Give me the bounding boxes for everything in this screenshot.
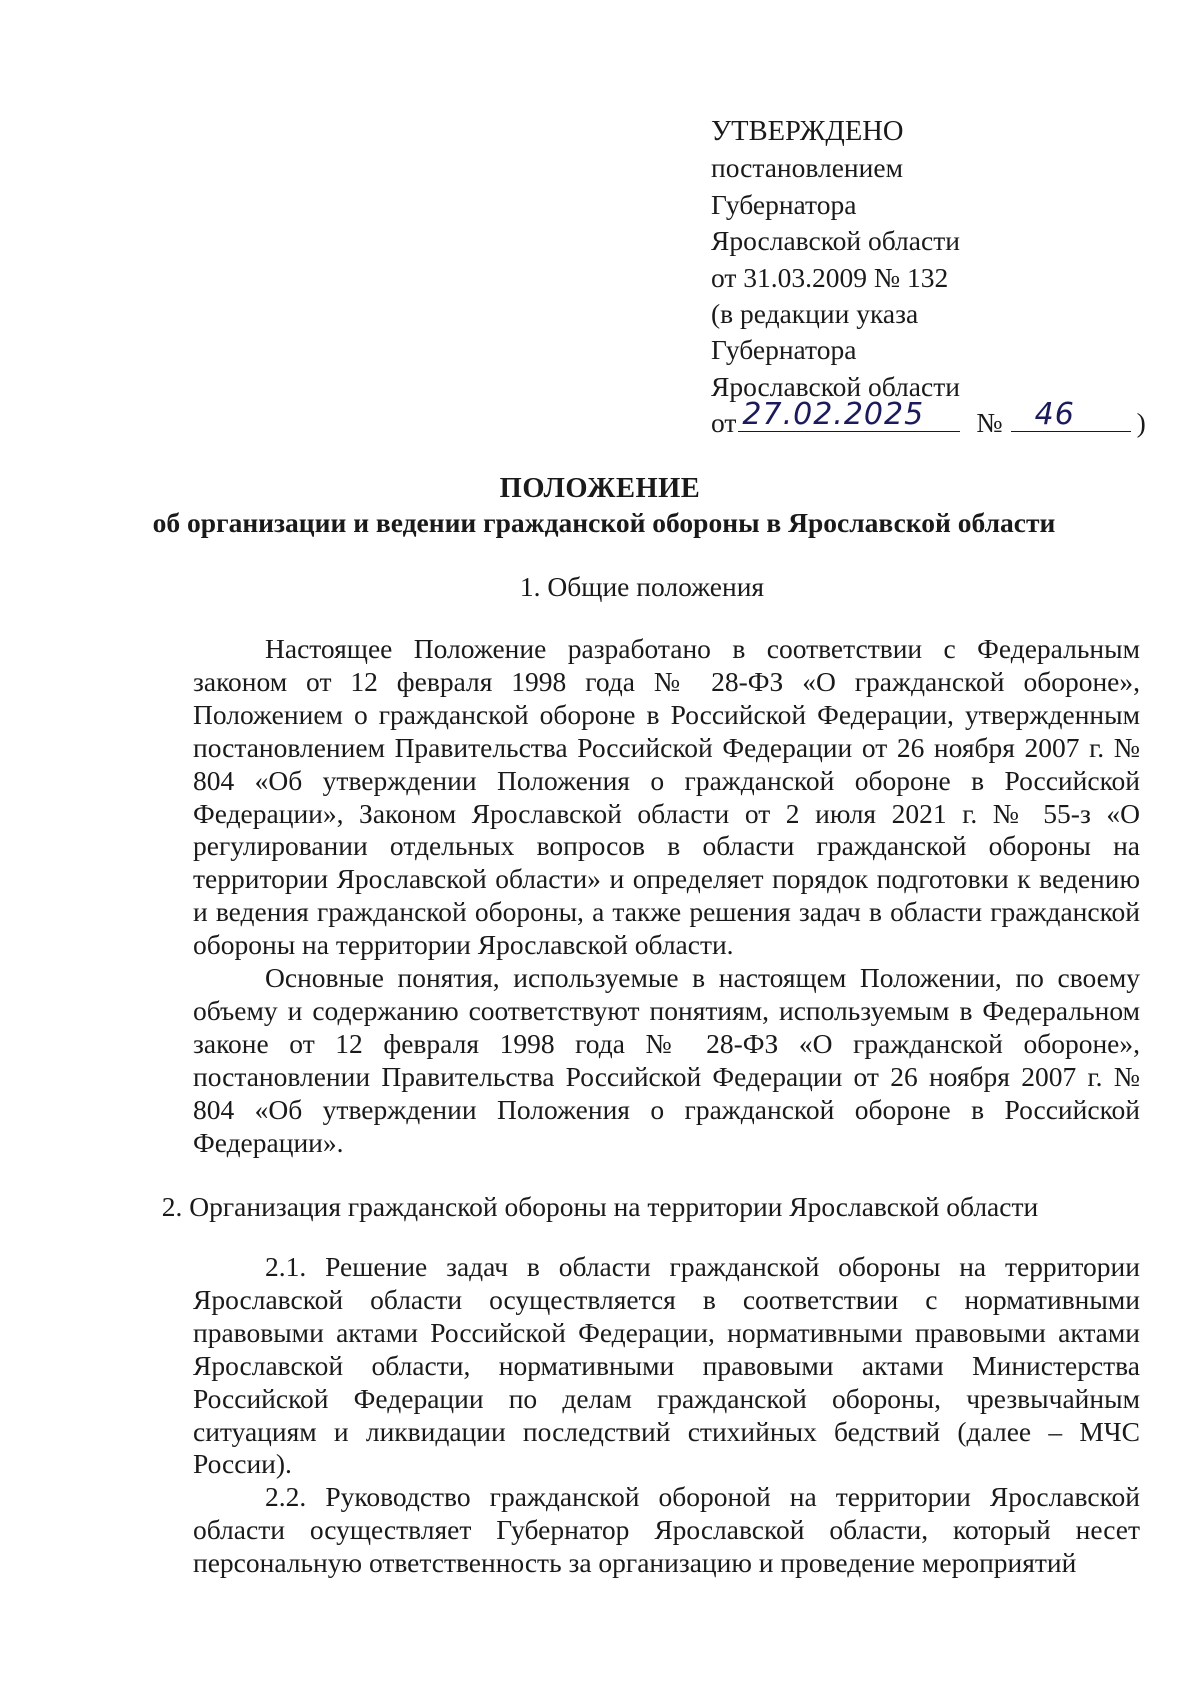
approval-stamp-block [711, 114, 1171, 442]
section-body-organization [193, 1251, 1140, 1580]
approval-line: Ярославской области [711, 370, 960, 402]
approval-line: Губернатора [711, 334, 857, 366]
approval-line: (в редакции указа [711, 298, 919, 330]
document-subtitle: об организации и ведении гражданской обороны в Ярославской области [152, 507, 1056, 538]
approval-line: постановлением [711, 152, 903, 184]
document-title: ПОЛОЖЕНИЕ [499, 473, 701, 504]
section-body-general [193, 633, 1140, 1160]
paragraph: 2.2. Руководство гражданской обороной на территории Ярославской области осуществляет Губернатор Ярославской области, который несет персональную ответственность за организацию и проведение мероприятий [193, 1481, 1140, 1579]
edition-date-number-line [711, 396, 1171, 441]
date-blank [738, 396, 960, 432]
paragraph: Настоящее Положение разработано в соответствии с Федеральным законом от 12 февраля 1998 года № 28-ФЗ «О гражданской обороне», Положением о гражданской обороне в Российской Федерации, утвержденным постановлением Правительства Российской Федерации от 26 ноября 2007 г. № 804 «Об утверждении Положения о гражданской обороне в Российской Федерации», Законом Ярославской области от 2 июля 2021 г. № 55-з «О регулировании отдельных вопросов в области гражданской обороны на территории Ярославской области» и определяет порядок подготовки к ведению и ведения гражданской обороны, а также решения задач в области гражданской обороны на территории Ярославской области. [193, 633, 1140, 961]
approval-line: Ярославской области [711, 225, 960, 257]
handwritten-number: 46 [1034, 396, 1075, 432]
section-heading-organization: 2. Организация гражданской обороны на территории Ярославской области [161, 1191, 1039, 1222]
number-blank [1011, 396, 1131, 432]
section-heading-general: 1. Общие положения [519, 571, 765, 602]
paragraph: 2.1. Решение задач в области гражданской обороны на территории Ярославской области осуществляется в соответствии с нормативными правовыми актами Российской Федерации, нормативными правовыми актами Ярославской области, нормативными правовыми актами Министерства Российской Федерации по делам гражданской обороны, чрезвычайным ситуациям и ликвидации последствий стихийных бедствий (далее – МЧС России). [193, 1251, 1140, 1480]
approval-line: Губернатора [711, 188, 857, 220]
paragraph: Основные понятия, используемые в настоящем Положении, по своему объему и содержанию соответствуют понятиям, используемым в Федеральном законе от 12 февраля 1998 года № 28-ФЗ «О гражданской обороне», постановлении Правительства Российской Федерации от 26 ноября 2007 г. № 804 «Об утверждении Положения о гражданской обороне в Российской Федерации». [193, 962, 1140, 1158]
approval-line-approved: УТВЕРЖДЕНО [711, 116, 904, 147]
date-prefix: от [711, 407, 737, 439]
approval-line: от 31.03.2009 № 132 [711, 261, 949, 293]
number-label: № [976, 407, 1003, 439]
handwritten-date: 27.02.2025 [742, 396, 925, 432]
closing-paren: ) [1136, 407, 1146, 439]
